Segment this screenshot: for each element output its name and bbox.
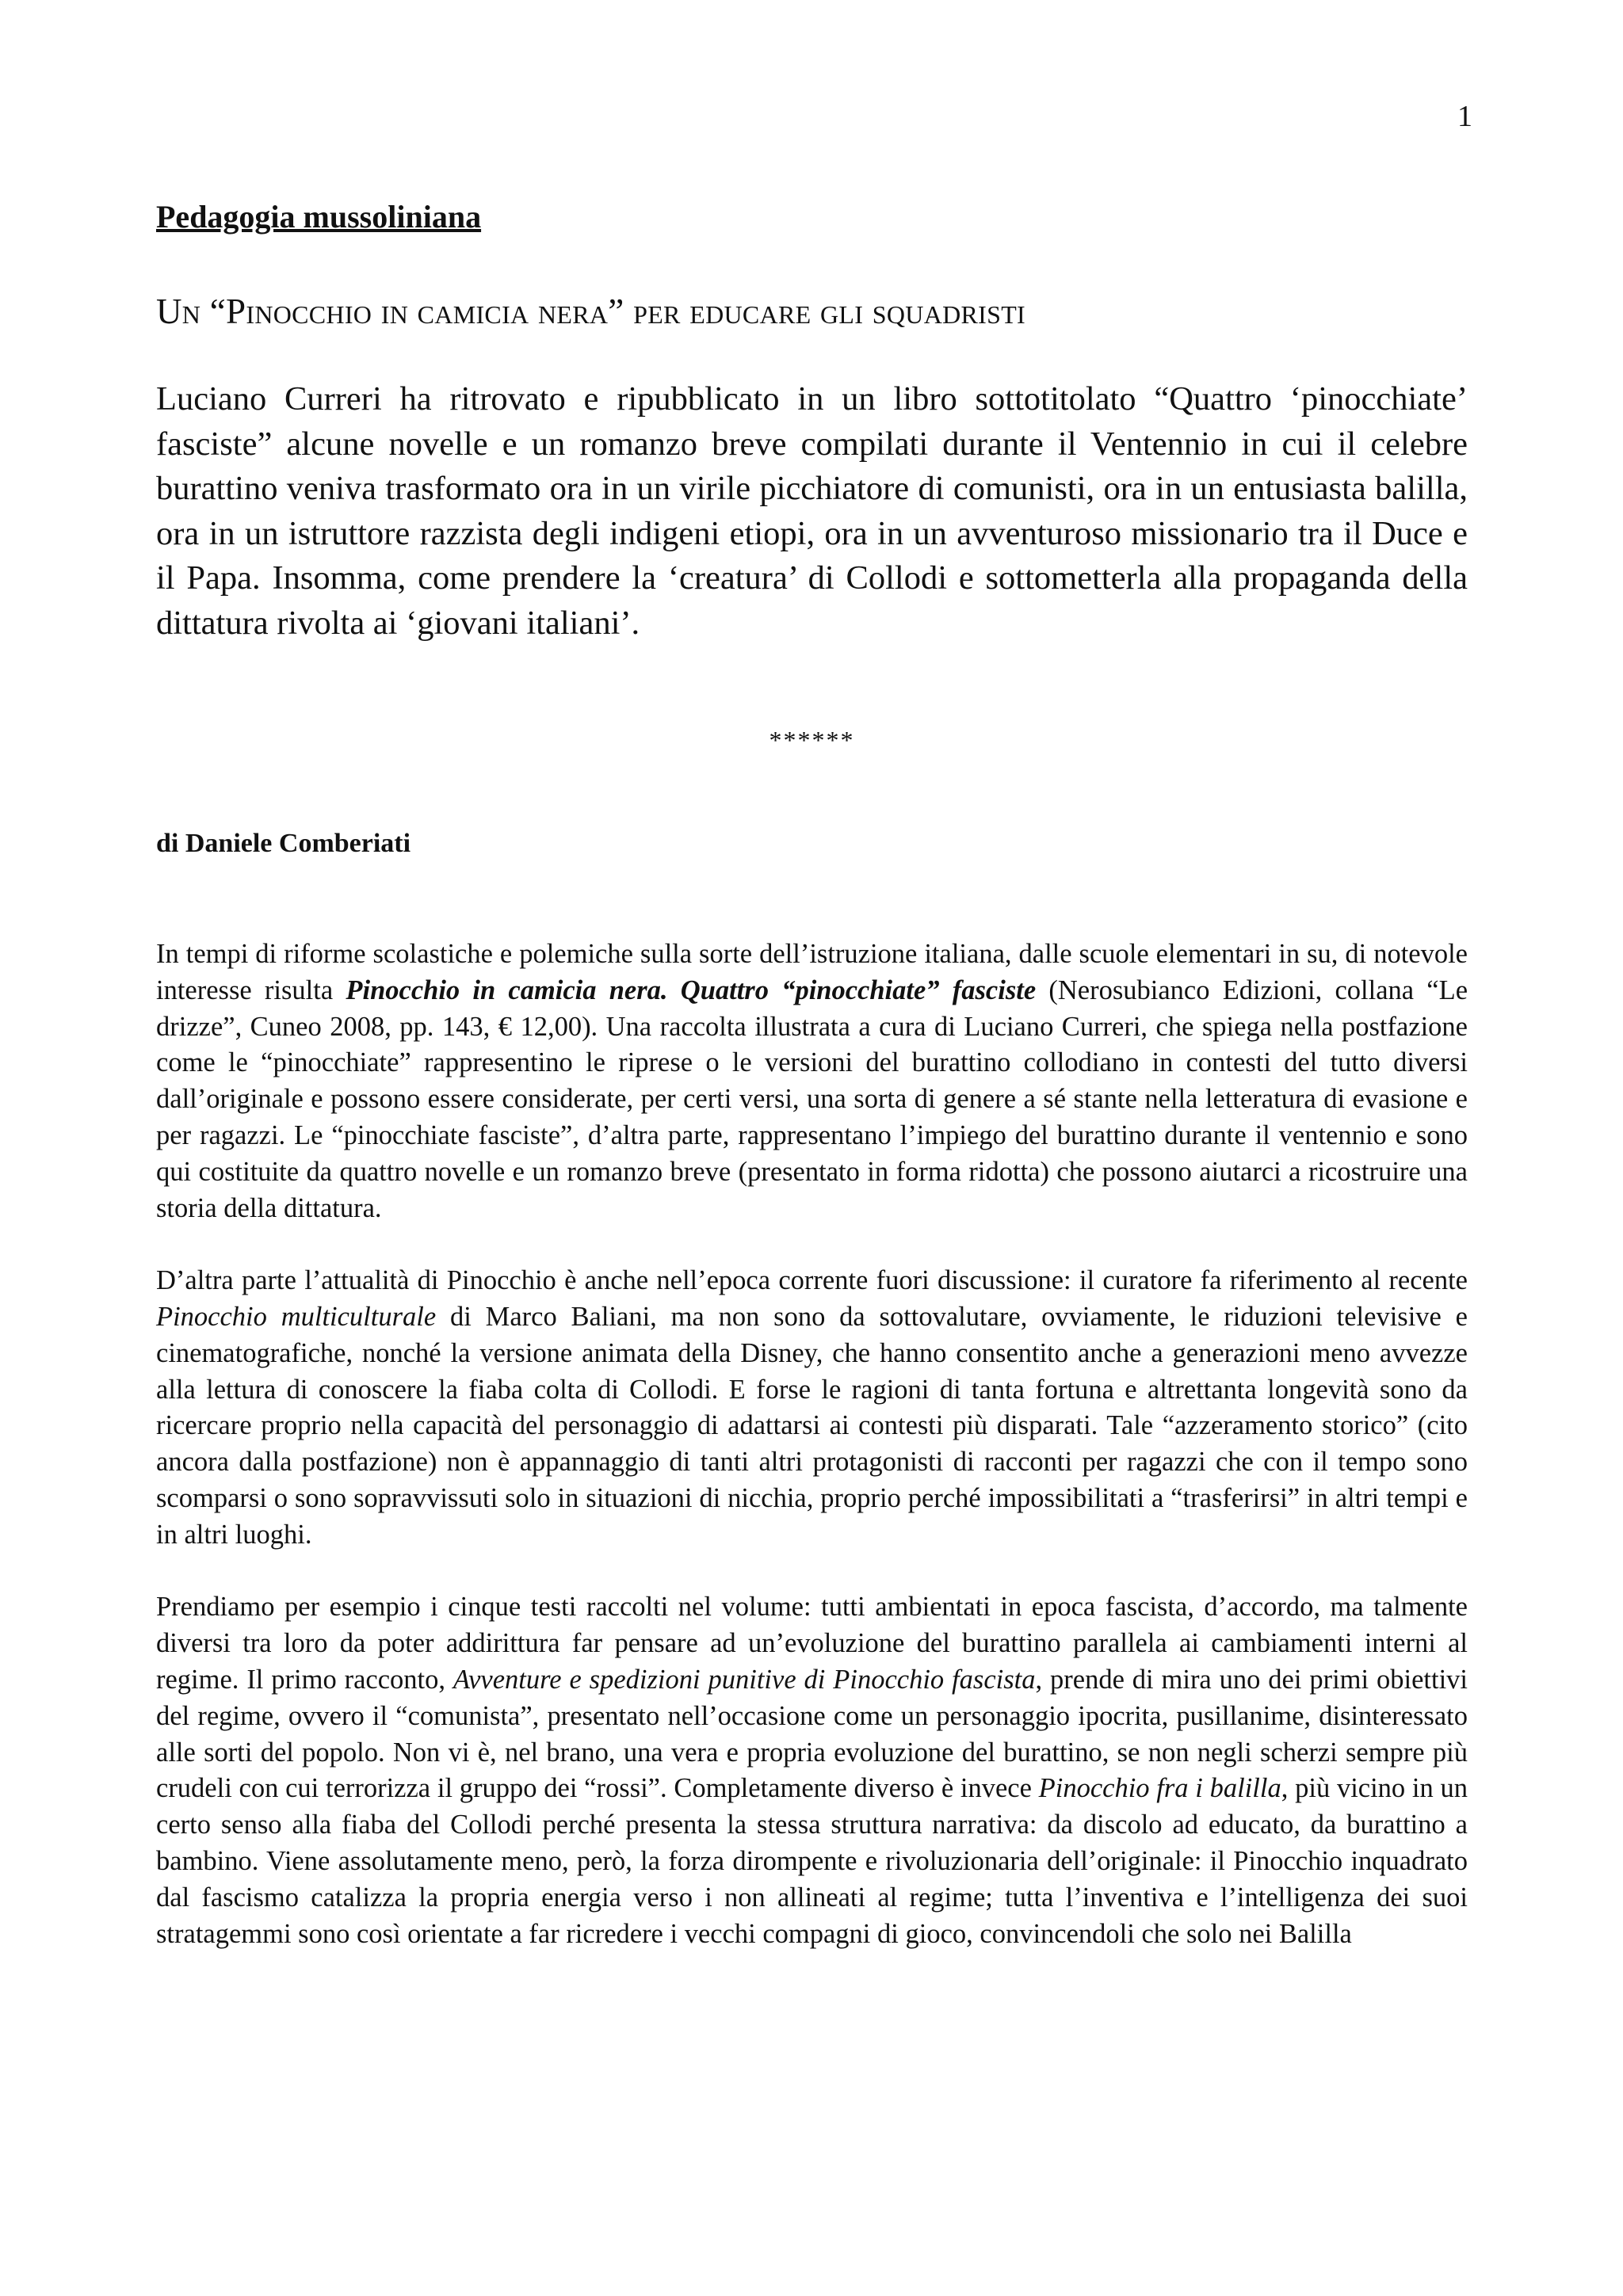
section-separator: ******	[769, 726, 855, 754]
body-paragraph-3	[156, 1589, 1468, 1952]
body-paragraph-2	[156, 1263, 1468, 1553]
paragraph-text: , prende di mira uno dei primi obiettivi del regime, ovvero il “comunista”, presentato nell’occasione come un personaggio ipocrita, pusillanime, disinteressato alle sorti del popolo. Non vi è, nel brano, una vera e propria evoluzione del burattino, se non negli scherzi sempre più crudeli con cui terrorizza il gruppo dei “rossi”. Completamente diverso è invece	[156, 1664, 1468, 1804]
article-body	[156, 936, 1468, 1952]
article-headline: Un “Pinocchio in camicia nera” per educare gli squadristi	[156, 292, 1026, 331]
paragraph-text: In tempi di riforme scolastiche e polemiche sulla sorte dell’istruzione italiana, dalle scuole elementari in su, di notevole interesse risulta	[156, 939, 1468, 1005]
paragraph-text: di Marco Baliani, ma non sono da sottovalutare, ovviamente, le riduzioni televisive e cinematografiche, nonché la versione animata della Disney, che hanno consentito anche a generazioni meno avvezze alla lettura di conoscere la fiaba colta di Collodi. E forse le ragioni di tanta fortuna e altrettanta longevità sono da ricercare proprio nella capacità del personaggio di adattarsi ai contesti più disparati. Tale “azzeramento storico” (cito ancora dalla postfazione) non è appannaggio di tanti altri protagonisti di racconti per ragazzi che con il tempo sono scomparsi o sono sopravvissuti solo in situazioni di nicchia, proprio perché impossibilitati a “trasferirsi” in altri tempi e in altri luoghi.	[156, 1301, 1468, 1550]
page-number: 1	[1457, 100, 1472, 133]
paragraph-text: D’altra parte l’attualità di Pinocchio è anche nell’epoca corrente fuori discussione: il curatore fa riferimento al recente	[156, 1265, 1468, 1296]
author-byline: di Daniele Comberiati	[156, 829, 411, 858]
body-paragraph-1	[156, 936, 1468, 1226]
story-title-2: Pinocchio fra i balilla	[1038, 1773, 1281, 1804]
paragraph-text: (Nerosubianco Edizioni, collana “Le drizze”, Cuneo 2008, pp. 143, € 12,00). Una raccolta illustrata a cura di Luciano Curreri, che spiega nella postfazione come le “pinocchiate” rappresentino le riprese o le versioni del burattino collodiano in contesti del tutto diversi dall’originale e possono essere considerate, per certi versi, una sorta di genere a sé stante nella letteratura di evasione e per ragazzi. Le “pinocchiate fasciste”, d’altra parte, rappresentano l’impiego del burattino durante il ventennio e sono qui costituite da quattro novelle e un romanzo breve (presentato in forma ridotta) che possono aiutarci a ricostruire una storia della dittatura.	[156, 974, 1468, 1223]
paragraph-text: Prendiamo per esempio i cinque testi raccolti nel volume: tutti ambientati in epoca fascista, d’accordo, ma talmente diversi tra loro da poter addirittura far pensare ad un’evoluzione del burattino parallela ai cambiamenti interni al regime. Il primo racconto,	[156, 1592, 1468, 1695]
paragraph-text: , più vicino in un certo senso alla fiaba del Collodi perché presenta la stessa struttura narrativa: da discolo ad educato, da burattino a bambino. Viene assolutamente meno, però, la forza dirompente e rivoluzionaria dell’originale: il Pinocchio inquadrato dal fascismo catalizza la propria energia verso i non allineati al regime; tutta l’inventiva e l’intelligenza dei suoi stratagemmi sono così orientate a far ricredere i vecchi compagni di gioco, convincendoli che solo nei Balilla	[156, 1773, 1468, 1949]
book-title: Pinocchio in camicia nera. Quattro “pinocchiate” fasciste	[346, 974, 1037, 1005]
section-label: Pedagogia mussoliniana	[156, 199, 482, 235]
article-lead: Luciano Curreri ha ritrovato e ripubblicato in un libro sottotitolato “Quattro ‘pinocchiate’ fasciste” alcune novelle e un romanzo breve compilati durante il Ventennio in cui il celebre burattino veniva trasformato ora in un virile picchiatore di comunisti, ora in un entusiasta balilla, ora in un istruttore razzista degli indigeni etiopi, ora in un avventuroso missionario tra il Duce e il Papa. Insomma, come prendere la ‘creatura’ di Collodi e sottometterla alla propaganda della dittatura rivolta ai ‘giovani italiani’.	[156, 380, 1468, 642]
story-title-1: Avventure e spedizioni punitive di Pinocchio fascista	[453, 1664, 1036, 1695]
work-title: Pinocchio multiculturale	[156, 1301, 437, 1332]
